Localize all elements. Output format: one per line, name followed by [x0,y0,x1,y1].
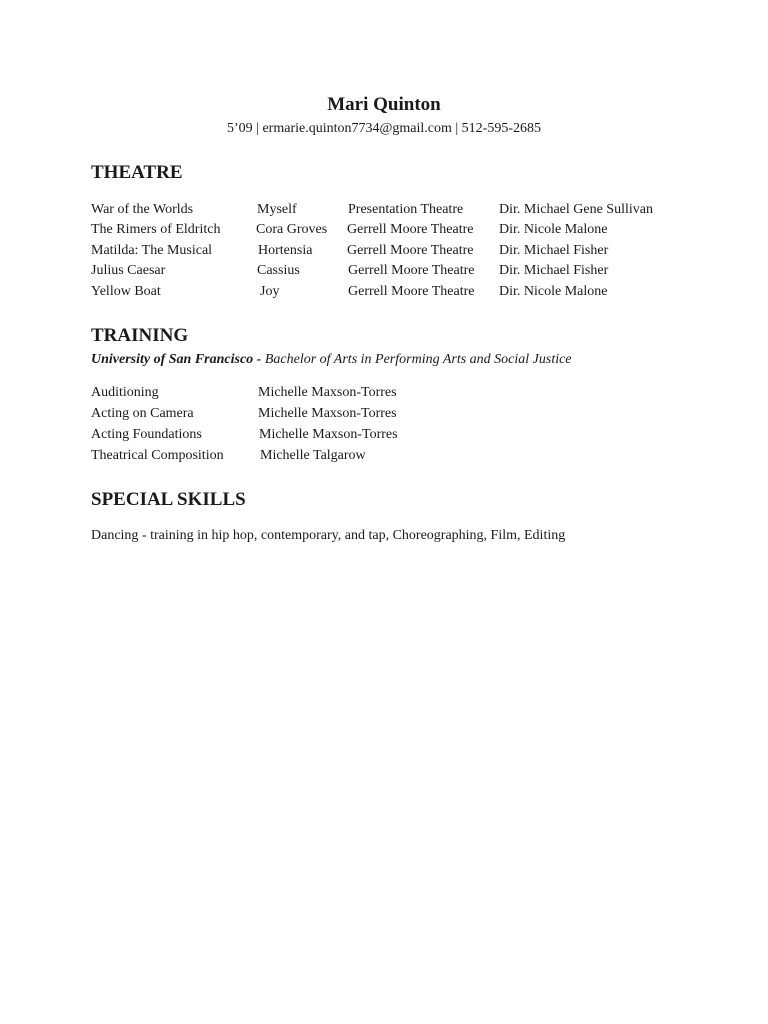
theatre-row [0,243,768,263]
director: Dir. Michael Fisher [499,243,609,258]
role: Cassius [257,263,300,278]
course: Acting on Camera [91,406,194,421]
theatre-row [0,222,768,242]
course: Acting Foundations [91,427,202,442]
venue: Presentation Theatre [348,202,464,217]
venue: Gerrell Moore Theatre [347,243,474,258]
role: Joy [260,284,280,299]
show-title: The Rimers of Eldritch [91,222,221,237]
show-title: Yellow Boat [91,284,161,299]
course: Theatrical Composition [91,448,224,463]
contact-line: 5’09 | ermarie.quinton7734@gmail.com | 512-595-2685 [227,121,541,136]
school-name: University of San Francisco - [91,352,262,367]
role: Myself [257,202,297,217]
director: Dir. Michael Fisher [499,263,609,278]
skills-heading: SPECIAL SKILLS [91,489,246,510]
instructor: Michelle Maxson-Torres [259,427,398,442]
show-title: War of the Worlds [91,202,194,217]
director: Dir. Nicole Malone [499,284,608,299]
venue: Gerrell Moore Theatre [348,284,475,299]
degree-name: Bachelor of Arts in Performing Arts and Social Justice [261,352,572,367]
role: Hortensia [258,243,313,258]
theatre-row [0,284,768,304]
director: Dir. Nicole Malone [499,222,608,237]
instructor: Michelle Talgarow [260,448,366,463]
instructor: Michelle Maxson-Torres [258,385,397,400]
theatre-heading: THEATRE [91,162,183,183]
show-title: Julius Caesar [91,263,166,278]
course: Auditioning [91,385,159,400]
show-title: Matilda: The Musical [91,243,213,258]
instructor: Michelle Maxson-Torres [258,406,397,421]
theatre-row [0,202,768,222]
theatre-row [0,263,768,283]
education-line [91,352,572,368]
director: Dir. Michael Gene Sullivan [499,202,653,217]
role: Cora Groves [256,222,328,237]
training-row [0,427,768,447]
venue: Gerrell Moore Theatre [348,263,475,278]
resume-name: Mari Quinton [327,94,441,115]
training-row [0,385,768,405]
training-row [0,406,768,426]
skills-text: Dancing - training in hip hop, contemporary, and tap, Choreographing, Film, Editing [91,528,566,543]
venue: Gerrell Moore Theatre [347,222,474,237]
training-row [0,448,768,468]
training-heading: TRAINING [91,325,189,346]
